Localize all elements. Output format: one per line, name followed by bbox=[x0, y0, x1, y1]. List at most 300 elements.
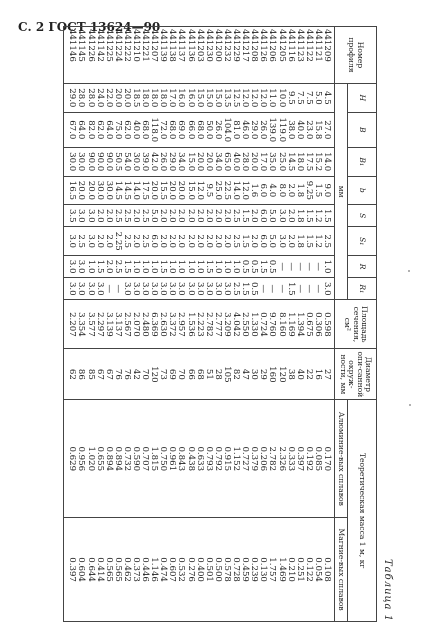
table-row bbox=[95, 27, 104, 622]
table-cell: 104.0 bbox=[222, 112, 231, 147]
table-cell: 16.0 bbox=[186, 84, 195, 113]
table-cell: 12.0 bbox=[249, 84, 258, 113]
table-cell: 26.0 bbox=[258, 112, 267, 147]
table-cell: 0.750 bbox=[158, 400, 167, 518]
table-cell: 20.0 bbox=[113, 84, 122, 113]
table-cell: 26.0 bbox=[213, 112, 222, 147]
table-row bbox=[149, 27, 158, 622]
table-cell: — bbox=[104, 278, 113, 300]
table-row bbox=[85, 27, 94, 622]
table-cell: 15.5 bbox=[158, 176, 167, 205]
table-row bbox=[267, 27, 276, 622]
col-S1: S₁ bbox=[348, 227, 377, 256]
table-cell: — bbox=[258, 278, 267, 300]
table-row bbox=[258, 27, 267, 622]
table-cell: 15.2 bbox=[313, 147, 322, 176]
table-cell: 2.5 bbox=[140, 227, 149, 256]
table-row bbox=[167, 27, 176, 622]
table-cell: 441116 bbox=[286, 27, 295, 84]
col-diameter: Диаметр опи-санной окруж-ности, мм bbox=[335, 349, 377, 400]
table-cell: 441230 bbox=[204, 27, 213, 84]
table-row bbox=[158, 27, 167, 622]
table-cell: 441122 bbox=[304, 27, 313, 84]
table-cell: 0.373 bbox=[131, 518, 140, 622]
table-cell: 20.0 bbox=[85, 176, 94, 205]
table-cell: 3.0 bbox=[213, 278, 222, 300]
table-cell: 105 bbox=[222, 349, 231, 400]
table-cell: 2.0 bbox=[286, 227, 295, 256]
table-cell: 2.630 bbox=[158, 300, 167, 349]
table-cell: 1.0 bbox=[167, 256, 176, 278]
table-cell: 39.0 bbox=[140, 147, 149, 176]
table-cell: 2.25 bbox=[113, 227, 122, 256]
table-cell: 0.565 bbox=[104, 518, 113, 622]
table-row bbox=[276, 27, 285, 622]
table-cell: 40.0 bbox=[295, 112, 304, 147]
table-cell: 3.0 bbox=[64, 278, 77, 300]
table-cell: 2.326 bbox=[276, 400, 285, 518]
table-cell: 15.0 bbox=[213, 84, 222, 113]
table-cell: 4.0 bbox=[267, 176, 276, 205]
table-cell: 3.0 bbox=[85, 205, 94, 227]
table-cell: 1.757 bbox=[267, 518, 276, 622]
table-row bbox=[76, 27, 85, 622]
table-cell: 0.501 bbox=[204, 518, 213, 622]
table-cell: 441217 bbox=[240, 27, 249, 84]
table-cell: 2.0 bbox=[176, 227, 185, 256]
col-B1: B₁ bbox=[348, 147, 377, 176]
table-cell: 1.5 bbox=[313, 176, 322, 205]
table-cell: 66.0 bbox=[186, 112, 195, 147]
table-cell: 6.369 bbox=[149, 300, 158, 349]
table-cell: 86 bbox=[76, 349, 85, 400]
table-cell: 441221 bbox=[140, 27, 149, 84]
table-cell: 441126 bbox=[258, 27, 267, 84]
table-cell: 2.0 bbox=[213, 205, 222, 227]
table-cell: 69 bbox=[167, 349, 176, 400]
col-unit-mm: мм bbox=[335, 84, 348, 300]
table-cell: 3.0 bbox=[158, 278, 167, 300]
table-cell: 4.5 bbox=[322, 84, 335, 113]
table-cell: 14.5 bbox=[113, 176, 122, 205]
table-cell: 0.333 bbox=[286, 400, 295, 518]
table-cell: 28.0 bbox=[76, 84, 85, 113]
table-cell: 0.604 bbox=[76, 518, 85, 622]
table-row bbox=[295, 27, 304, 622]
table-cell: 0.397 bbox=[64, 518, 77, 622]
col-mass: Теоретическая масса 1 м, кг bbox=[348, 400, 377, 622]
table-row bbox=[113, 27, 122, 622]
table-cell: 3.0 bbox=[76, 205, 85, 227]
table-cell: 2.5 bbox=[140, 205, 149, 227]
table-cell: 1.394 bbox=[295, 300, 304, 349]
table-cell: 0.644 bbox=[85, 518, 94, 622]
table-cell: 0.108 bbox=[322, 518, 335, 622]
table-cell: 2.0 bbox=[167, 205, 176, 227]
table-cell: 1.536 bbox=[186, 300, 195, 349]
table-cell: 1.5 bbox=[258, 256, 267, 278]
table-cell: 25.0 bbox=[276, 147, 285, 176]
table-cell: 27.0 bbox=[322, 112, 335, 147]
table-cell: 5.0 bbox=[313, 84, 322, 113]
table-cell: 441142 bbox=[95, 27, 104, 84]
table-cell: 30.0 bbox=[76, 147, 85, 176]
table-cell: 119.0 bbox=[276, 112, 285, 147]
table-cell: 20.0 bbox=[149, 176, 158, 205]
table-cell: 120 bbox=[149, 349, 158, 400]
table-cell: 47 bbox=[240, 349, 249, 400]
table-cell: 22 bbox=[304, 349, 313, 400]
table-row bbox=[304, 27, 313, 622]
table-cell: 20.0 bbox=[249, 147, 258, 176]
table-cell: 0.276 bbox=[186, 518, 195, 622]
table-cell: 441146 bbox=[64, 27, 77, 84]
table-cell: 11.0 bbox=[267, 84, 276, 113]
table-cell: 64.0 bbox=[76, 112, 85, 147]
table-cell: 2.5 bbox=[113, 205, 122, 227]
table-cell: 67.0 bbox=[64, 112, 77, 147]
table-cell: — bbox=[295, 256, 304, 278]
table-cell: 2.0 bbox=[222, 227, 231, 256]
table-cell: 30.0 bbox=[64, 147, 77, 176]
table-cell: 1.0 bbox=[222, 256, 231, 278]
table-cell: 1.020 bbox=[85, 400, 94, 518]
table-cell: 25.0 bbox=[213, 176, 222, 205]
table-cell: 0.122 bbox=[304, 518, 313, 622]
table-cell: 3.0 bbox=[322, 278, 335, 300]
table-cell: 441203 bbox=[195, 27, 204, 84]
table-cell: 2.5 bbox=[231, 205, 240, 227]
table-cell: — bbox=[295, 278, 304, 300]
table-cell: 120 bbox=[276, 349, 285, 400]
table-cell: — bbox=[313, 256, 322, 278]
table-cell: 68 bbox=[195, 349, 204, 400]
table-cell: 30.0 bbox=[104, 176, 113, 205]
table-cell: 81.0 bbox=[231, 112, 240, 147]
table-cell: 2.5 bbox=[113, 256, 122, 278]
table-cell: 12.0 bbox=[195, 176, 204, 205]
table-cell: 42.0 bbox=[149, 147, 158, 176]
table-cell: 0.474 bbox=[158, 518, 167, 622]
col-S: S bbox=[348, 205, 377, 227]
table-cell: 76 bbox=[122, 349, 131, 400]
table-cell: 2.0 bbox=[186, 205, 195, 227]
table-cell: 40.0 bbox=[231, 147, 240, 176]
table-cell: 17.5 bbox=[140, 176, 149, 205]
table-cell: 30 bbox=[249, 349, 258, 400]
table-cell: 2.0 bbox=[249, 205, 258, 227]
col-R1: R₁ bbox=[348, 278, 377, 300]
table-cell: 29 bbox=[258, 349, 267, 400]
table-cell: 20.0 bbox=[76, 176, 85, 205]
table-cell: 1.5 bbox=[286, 278, 295, 300]
table-cell: 0.915 bbox=[222, 400, 231, 518]
table-row bbox=[213, 27, 222, 622]
table-cell: 0.956 bbox=[76, 400, 85, 518]
table-cell: 1.0 bbox=[149, 256, 158, 278]
col-b: b bbox=[348, 176, 377, 205]
table-cell: 3.0 bbox=[149, 278, 158, 300]
table-cell: 1.5 bbox=[240, 205, 249, 227]
table-cell: 4.042 bbox=[231, 300, 240, 349]
table-cell: 2.777 bbox=[213, 300, 222, 349]
table-cell: 2.5 bbox=[122, 227, 131, 256]
table-cell: 118.0 bbox=[149, 112, 158, 147]
table-cell: 75.0 bbox=[113, 112, 122, 147]
table-cell: 160 bbox=[267, 349, 276, 400]
table-cell: 3.0 bbox=[140, 278, 149, 300]
table-cell: 3.0 bbox=[85, 278, 94, 300]
table-cell: 1.5 bbox=[322, 205, 335, 227]
table-cell: 3.0 bbox=[76, 278, 85, 300]
table-cell: 1.0 bbox=[186, 256, 195, 278]
table-cell: 1.330 bbox=[249, 300, 258, 349]
table-cell: 5.0 bbox=[149, 205, 158, 227]
table-cell: 17.0 bbox=[258, 147, 267, 176]
table-cell: 2.0 bbox=[249, 227, 258, 256]
table-cell: 0.192 bbox=[304, 400, 313, 518]
table-cell: 0.629 bbox=[64, 400, 77, 518]
table-cell: 441121 bbox=[313, 27, 322, 84]
table-row bbox=[249, 27, 258, 622]
table-cell: 441206 bbox=[267, 27, 276, 84]
table-cell: 2.0 bbox=[176, 205, 185, 227]
table-cell: 66 bbox=[186, 349, 195, 400]
table-cell: 28.0 bbox=[85, 84, 94, 113]
table-cell: 8.160 bbox=[276, 300, 285, 349]
table-cell: 3.0 bbox=[195, 278, 204, 300]
table-cell: 29.0 bbox=[64, 84, 77, 113]
table-cell: 3.0 bbox=[95, 278, 104, 300]
table-row bbox=[140, 27, 149, 622]
table-cell: 14.0 bbox=[322, 147, 335, 176]
scan-speck bbox=[409, 404, 411, 406]
table-cell: 10.0 bbox=[276, 84, 285, 113]
table-body bbox=[64, 27, 335, 622]
table-cell: 0.590 bbox=[131, 400, 140, 518]
table-cell: 16.5 bbox=[64, 176, 77, 205]
table-cell: — bbox=[304, 256, 313, 278]
table-cell: 1.5 bbox=[240, 278, 249, 300]
table-cell: 29.0 bbox=[249, 112, 258, 147]
table-cell: 70 bbox=[176, 349, 185, 400]
table-cell: 68.0 bbox=[167, 112, 176, 147]
table-cell: 46.0 bbox=[240, 112, 249, 147]
table-cell: 73 bbox=[158, 349, 167, 400]
table-cell: 0.732 bbox=[122, 400, 131, 518]
table-cell: 2.5 bbox=[122, 205, 131, 227]
table-cell: 68.0 bbox=[140, 112, 149, 147]
table-cell: 2.0 bbox=[158, 227, 167, 256]
table-cell: 64.0 bbox=[104, 112, 113, 147]
table-cell: 2.0 bbox=[167, 227, 176, 256]
table-cell: 14.0 bbox=[231, 176, 240, 205]
table-cell: 2.0 bbox=[222, 205, 231, 227]
table-cell: 3.0 bbox=[186, 278, 195, 300]
table-row bbox=[195, 27, 204, 622]
table-cell: 6.0 bbox=[258, 176, 267, 205]
table-row bbox=[240, 27, 249, 622]
table-cell: 2.5 bbox=[231, 278, 240, 300]
table-cell: 2.5 bbox=[322, 227, 335, 256]
table-cell: 50.0 bbox=[204, 112, 213, 147]
table-cell: 1.0 bbox=[213, 256, 222, 278]
table-cell: 1.0 bbox=[131, 256, 140, 278]
table-cell: 0.724 bbox=[258, 300, 267, 349]
scan-speck bbox=[408, 270, 410, 272]
table-cell: 2.0 bbox=[286, 176, 295, 205]
table-cell: 14.0 bbox=[131, 176, 140, 205]
table-cell: 0.5 bbox=[249, 256, 258, 278]
table-cell: 0.578 bbox=[222, 518, 231, 622]
table-cell: 2.0 bbox=[213, 227, 222, 256]
table-cell: 3.0 bbox=[276, 205, 285, 227]
table-cell: 5.0 bbox=[267, 205, 276, 227]
table-cell: 3.0 bbox=[122, 278, 131, 300]
col-R: R bbox=[348, 256, 377, 278]
table-cell: 3.372 bbox=[167, 300, 176, 349]
table-cell: 2.0 bbox=[104, 227, 113, 256]
table-cell: — bbox=[313, 278, 322, 300]
table-cell: 0.793 bbox=[204, 400, 213, 518]
table-cell: 3.209 bbox=[222, 300, 231, 349]
table-cell: 1.152 bbox=[231, 400, 240, 518]
table-cell: 65.0 bbox=[222, 147, 231, 176]
table-cell: 14.5 bbox=[122, 176, 131, 205]
table-cell: 1.5 bbox=[240, 227, 249, 256]
table-cell: 18.0 bbox=[158, 84, 167, 113]
table-cell: 15.8 bbox=[313, 112, 322, 147]
table-cell: 20.0 bbox=[204, 147, 213, 176]
table-cell: 72.0 bbox=[158, 112, 167, 147]
table-cell: 441232 bbox=[222, 27, 231, 84]
table-cell: 12.0 bbox=[240, 84, 249, 113]
table-cell: 0.675 bbox=[304, 300, 313, 349]
table-cell: 2.0 bbox=[204, 227, 213, 256]
table-cell: 441210 bbox=[131, 27, 140, 84]
table-cell: 441205 bbox=[276, 27, 285, 84]
table-row bbox=[313, 27, 322, 622]
table-cell: 30.0 bbox=[131, 147, 140, 176]
table-cell: 3.0 bbox=[222, 278, 231, 300]
table-cell: 69.0 bbox=[176, 112, 185, 147]
table-cell: 18.0 bbox=[140, 84, 149, 113]
table-cell: 1.815 bbox=[149, 400, 158, 518]
table-cell: 85 bbox=[85, 349, 94, 400]
table-cell: 50.5 bbox=[113, 147, 122, 176]
table-cell: 18.0 bbox=[149, 84, 158, 113]
table-cell: 2.0 bbox=[131, 205, 140, 227]
table-cell: 29.0 bbox=[167, 147, 176, 176]
page-header: С. 2 ГОСТ 13624—90 bbox=[18, 20, 161, 34]
table-cell: 1.0 bbox=[322, 256, 335, 278]
table-cell: 3.0 bbox=[64, 256, 77, 278]
table-cell: 2.0 bbox=[104, 256, 113, 278]
table-cell: 28 bbox=[213, 349, 222, 400]
table-cell: 0.565 bbox=[113, 518, 122, 622]
table-cell: 3.139 bbox=[104, 300, 113, 349]
table-cell: 90.0 bbox=[95, 147, 104, 176]
table-cell: 62 bbox=[64, 349, 77, 400]
table-cell: 3.577 bbox=[85, 300, 94, 349]
table-row bbox=[322, 27, 335, 622]
table-row bbox=[104, 27, 113, 622]
table-cell: 0.251 bbox=[295, 518, 304, 622]
table-cell: 15.0 bbox=[186, 176, 195, 205]
table-cell: 5.0 bbox=[267, 227, 276, 256]
table-cell: 441222 bbox=[122, 27, 131, 84]
table-cell: 6.0 bbox=[149, 227, 158, 256]
table-cell: 2.0 bbox=[195, 227, 204, 256]
table-cell: 441123 bbox=[295, 27, 304, 84]
table-cell: 0.379 bbox=[249, 400, 258, 518]
table-cell: 3.0 bbox=[76, 256, 85, 278]
table-cell: — bbox=[113, 278, 122, 300]
table-cell: 0.843 bbox=[176, 400, 185, 518]
table-row bbox=[222, 27, 231, 622]
table-cell: 3.0 bbox=[64, 227, 77, 256]
table-cell: 76 bbox=[113, 349, 122, 400]
table-cell: 0.5 bbox=[249, 278, 258, 300]
table-cell: 441139 bbox=[158, 27, 167, 84]
table-cell: 8.0 bbox=[276, 176, 285, 205]
table-cell: 2.480 bbox=[140, 300, 149, 349]
table-cell: 20.0 bbox=[195, 147, 204, 176]
table-cell: 22.0 bbox=[104, 84, 113, 113]
table-cell: 441224 bbox=[113, 27, 122, 84]
table-cell: 0.894 bbox=[113, 400, 122, 518]
table-cell: 1.6 bbox=[249, 176, 258, 205]
table-cell: 1.5 bbox=[95, 256, 104, 278]
table-row bbox=[186, 27, 195, 622]
table-cell: 9.25 bbox=[304, 176, 313, 205]
table-cell: 441208 bbox=[249, 27, 258, 84]
table-cell: 90.0 bbox=[85, 147, 94, 176]
table-cell: 0.400 bbox=[195, 518, 204, 622]
table-cell: 441145 bbox=[76, 27, 85, 84]
col-profile: Номер профиля bbox=[335, 27, 377, 84]
table-cell: 1.5 bbox=[304, 227, 313, 256]
table-cell: 14.5 bbox=[286, 147, 295, 176]
table-cell: 1.5 bbox=[304, 205, 313, 227]
table-cell: 67 bbox=[104, 349, 113, 400]
table-cell: 0.438 bbox=[186, 400, 195, 518]
table-cell: 40 bbox=[295, 349, 304, 400]
table-cell: 2.0 bbox=[186, 227, 195, 256]
table-cell: 68.0 bbox=[195, 112, 204, 147]
table-cell: 2.0 bbox=[95, 205, 104, 227]
table-cell: 139.0 bbox=[267, 112, 276, 147]
table-cell: 18.5 bbox=[131, 84, 140, 113]
table-cell: 0.170 bbox=[322, 400, 335, 518]
table-cell: 1.5 bbox=[122, 256, 131, 278]
table-cell: 441200 bbox=[213, 27, 222, 84]
table-cell: 0.728 bbox=[231, 518, 240, 622]
table-cell: 16.0 bbox=[176, 84, 185, 113]
table-cell: 0.210 bbox=[286, 518, 295, 622]
table-cell: 3.0 bbox=[131, 278, 140, 300]
table-cell: 20.0 bbox=[176, 176, 185, 205]
table-cell: 1.0 bbox=[140, 256, 149, 278]
table-title: Таблица 1 bbox=[382, 558, 393, 622]
table-cell: 0.598 bbox=[322, 300, 335, 349]
table-cell: 54.0 bbox=[122, 147, 131, 176]
table-cell: 1.146 bbox=[149, 518, 158, 622]
table-cell: 0.961 bbox=[167, 400, 176, 518]
table-cell: 62.0 bbox=[122, 112, 131, 147]
table-cell: 3.5 bbox=[64, 205, 77, 227]
table-cell: 9.5 bbox=[204, 176, 213, 205]
